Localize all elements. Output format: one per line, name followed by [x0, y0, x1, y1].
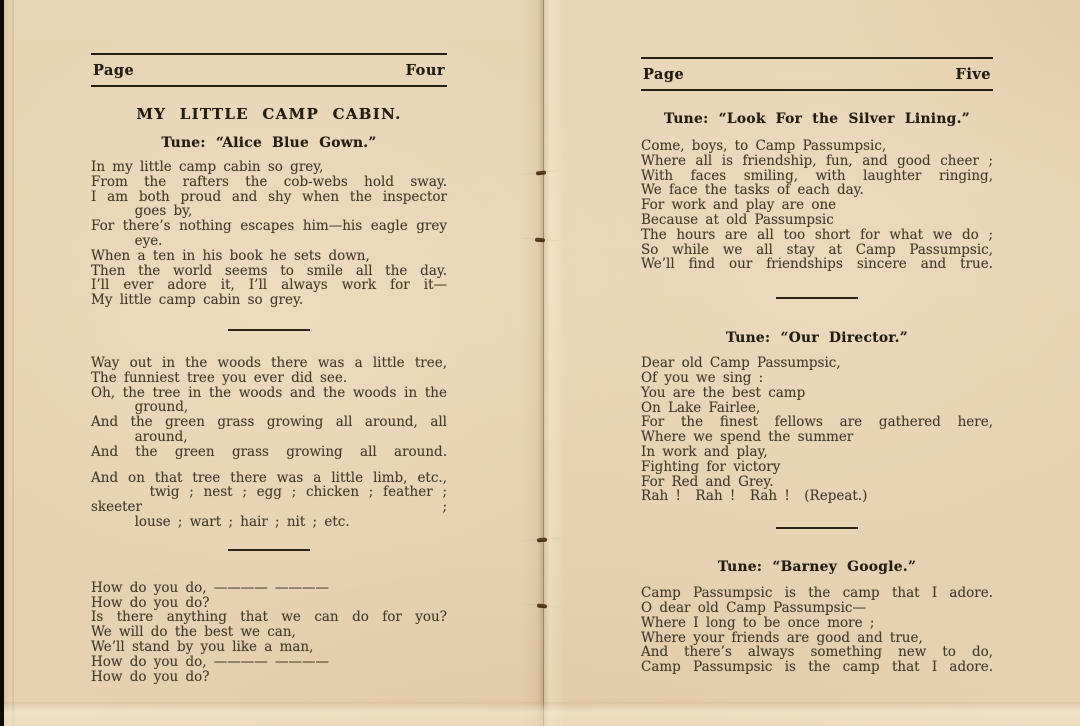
verse-line: [91, 386, 447, 401]
page-header-label: Page: [93, 62, 135, 79]
verse-line: [641, 228, 993, 243]
verse-line-text: goes by,: [91, 203, 193, 220]
verse-line-text: In my little camp cabin so grey,: [91, 159, 324, 175]
verse-line: [641, 616, 993, 631]
verse-line-text: When a ten in his book he sets down,: [91, 247, 370, 264]
verse-line: [91, 610, 447, 625]
stanza: [641, 356, 993, 504]
verse-line-text: Come, boys, to Camp Passumpsic,: [641, 138, 887, 154]
song-title: MY LITTLE CAMP CABIN.: [136, 105, 402, 123]
page-five: [641, 0, 993, 675]
verse-line-text: We will do the best we can,: [91, 624, 296, 641]
verse-line: [91, 415, 447, 430]
verse-line-text: How do you do, ———— ————: [91, 653, 330, 670]
verse-line-text: We’ll find our friendships sincere and true.: [641, 256, 993, 273]
verse-line: [91, 640, 447, 655]
verse-line: [91, 293, 447, 308]
verse-line: [641, 645, 993, 660]
section-divider: [776, 527, 858, 529]
verse-line-text: For work and play are one: [641, 197, 837, 214]
verse-line-text: So while we all stay at Camp Passumpsic,: [641, 241, 993, 258]
verse-line-text: Camp Passumpsic is the camp that I adore.: [641, 585, 993, 602]
verse-line: [641, 198, 993, 213]
verse-line: [91, 471, 447, 486]
section-divider: [228, 549, 310, 551]
verse-line: [641, 356, 993, 371]
verse-line: [91, 625, 447, 640]
verse-line: [91, 670, 447, 685]
verse-line-text: For there’s nothing escapes him—his eagle grey: [91, 218, 447, 235]
verse-line: [641, 243, 993, 258]
verse-line-text: From the rafters the cob-webs hold sway.: [91, 173, 447, 190]
verse-line: [641, 489, 993, 504]
staple: [537, 538, 547, 543]
stanza: [641, 139, 993, 272]
verse-line-text: Is there anything that we can do for you?: [91, 609, 447, 626]
verse-line: [641, 460, 993, 475]
verse-line-text: In work and play,: [641, 443, 768, 460]
verse-line-text: around,: [91, 428, 188, 445]
verse-line: [91, 445, 447, 460]
verse-line-text: Of you we sing :: [641, 369, 764, 386]
tune-heading: Tune: “Barney Google.”: [717, 559, 917, 576]
verse-line: [641, 415, 993, 430]
verse-line: [91, 175, 447, 190]
verse-line: [91, 356, 447, 371]
verse-line: [91, 515, 447, 530]
verse-line: [641, 660, 993, 675]
verse-line-text: Where I long to be once more ;: [641, 614, 875, 631]
verse-line: [641, 475, 993, 490]
stanza: [91, 160, 447, 308]
verse-line: [641, 139, 993, 154]
verse-line: [91, 219, 447, 234]
verse-line-text: twig ; nest ; egg ; chicken ; feather ; skeeter ;: [91, 484, 455, 516]
verse-line-text: Rah ! Rah ! Rah ! (Repeat.): [641, 488, 868, 505]
verse-line-text: How do you do?: [91, 668, 210, 685]
verse-line-text: You are the best camp: [641, 384, 806, 401]
verse-line-text: Where all is friendship, fun, and good cheer ;: [641, 152, 993, 169]
section-divider: [228, 329, 310, 331]
verse-line-text: Way out in the woods there was a little tree,: [91, 354, 447, 371]
verse-line-text: Dear old Camp Passumpsic,: [641, 355, 841, 372]
verse-line: [91, 430, 447, 445]
verse-line: [641, 257, 993, 272]
verse-line: [91, 400, 447, 415]
stanza: [91, 356, 447, 460]
page-header: [641, 57, 993, 91]
verse-line: [641, 445, 993, 460]
verse-line: [641, 601, 993, 616]
stanza: [91, 469, 455, 530]
page-number: Four: [405, 62, 445, 79]
stanza: [91, 581, 447, 685]
verse-line: [91, 190, 447, 205]
tune-heading: Tune: “Alice Blue Gown.”: [161, 135, 377, 151]
verse-line: [641, 154, 993, 169]
spine-fold-line: [543, 0, 544, 726]
verse-line-text: And on that tree there was a little limb, etc.,: [91, 469, 447, 486]
page-bottom-edge: [4, 702, 1080, 726]
verse-line-text: O dear old Camp Passumpsic—: [641, 599, 866, 616]
verse-line: [641, 401, 993, 416]
verse-line-text: Fighting for victory: [641, 458, 781, 475]
verse-line: [91, 249, 447, 264]
verse-line-text: How do you do?: [91, 594, 210, 611]
tune-heading: Tune: “Our Director.”: [725, 330, 909, 347]
verse-line-text: We face the tasks of each day.: [641, 182, 864, 199]
verse-line-text: For the finest fellows are gathered here,: [641, 414, 993, 431]
verse-line-text: For Red and Grey.: [641, 473, 774, 490]
verse-line-text: Where we spend the summer: [641, 429, 854, 446]
verse-line: [641, 213, 993, 228]
verse-line-text: How do you do, ———— ————: [91, 579, 330, 596]
verse-line-text: eye.: [91, 232, 163, 249]
verse-line: [641, 183, 993, 198]
page-header-label: Page: [643, 66, 685, 83]
verse-line: [91, 264, 447, 279]
page-number: Five: [955, 66, 991, 83]
verse-line: [641, 169, 993, 184]
verse-line-text: And the green grass growing all around, all: [91, 414, 447, 431]
verse-line-text: We’ll stand by you like a man,: [91, 638, 314, 655]
verse-line-text: The funniest tree you ever did see.: [91, 369, 348, 386]
verse-line-text: Where your friends are good and true,: [641, 629, 923, 646]
verse-line: [91, 278, 447, 293]
stanza: [641, 586, 993, 675]
page-four: [91, 0, 455, 685]
verse-line-text: louse ; wart ; hair ; nit ; etc.: [91, 513, 350, 530]
verse-line: [641, 386, 993, 401]
verse-line-text: I am both proud and shy when the inspector: [91, 188, 447, 205]
verse-line: [641, 586, 993, 601]
staple: [535, 238, 545, 243]
verse-line-text: Oh, the tree in the woods and the woods in the: [91, 384, 447, 401]
tune-heading: Tune: “Look For the Silver Lining.”: [664, 111, 970, 127]
verse-line-text: The hours are all too short for what we do ;: [641, 226, 993, 243]
verse-line: [91, 596, 447, 611]
verse-line-text: Camp Passumpsic is the camp that I adore.: [641, 659, 993, 676]
verse-line: [91, 204, 447, 219]
verse-line: [641, 371, 993, 386]
verse-line-text: With faces smiling, with laughter ringing,: [641, 167, 993, 184]
verse-line-text: Then the world seems to smile all the day.: [91, 262, 447, 279]
verse-line: [91, 484, 455, 516]
verse-line-text: And the green grass growing all around.: [91, 443, 447, 460]
verse-line-text: On Lake Fairlee,: [641, 399, 761, 416]
verse-line: [91, 371, 447, 386]
verse-line-text: ground,: [91, 399, 189, 416]
verse-line: [641, 430, 993, 445]
verse-line-text: And there’s always something new to do,: [641, 644, 993, 661]
verse-line-text: Because at old Passumpsic: [641, 211, 834, 228]
verse-line: [91, 160, 447, 175]
left-page-edge: [4, 0, 14, 726]
verse-line: [641, 631, 993, 646]
verse-line: [91, 234, 447, 249]
verse-line: [91, 655, 447, 670]
section-divider: [776, 297, 858, 299]
verse-line: [91, 581, 447, 596]
verse-line-text: My little camp cabin so grey.: [91, 292, 304, 309]
page-header: [91, 53, 447, 87]
verse-line-text: I’ll ever adore it, I’ll always work for it—: [91, 277, 447, 294]
